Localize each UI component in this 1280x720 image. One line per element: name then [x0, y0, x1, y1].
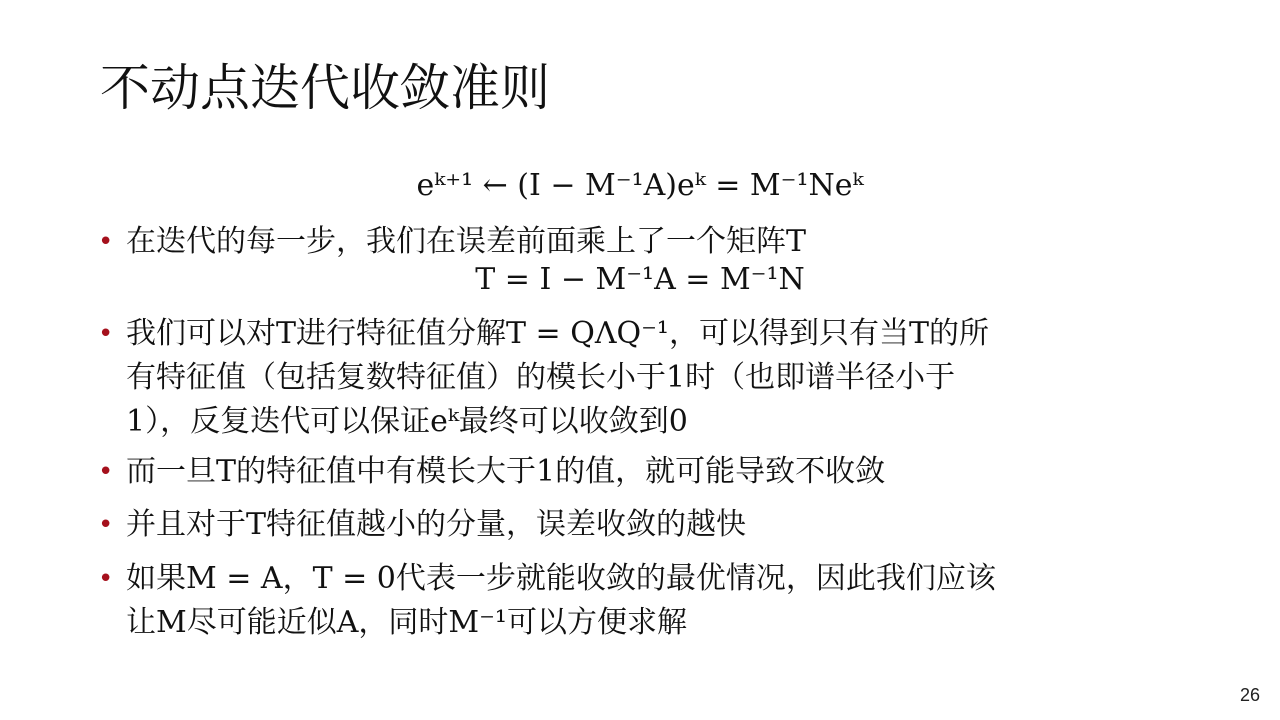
bullet-5: [98, 557, 996, 645]
bullet-2-line-2: 有特征值（包括复数特征值）的模长小于1时（也即谱半径小于: [126, 360, 956, 395]
bullet-dot-icon: •: [98, 319, 114, 349]
bullet-2-line-3: 1），反复迭代可以保证eᵏ最终可以收敛到0: [126, 404, 688, 439]
bullet-dot-icon: •: [98, 510, 114, 540]
bullet-dot-icon: •: [98, 227, 114, 257]
bullet-5-line-1: 如果M = A，T = 0代表一步就能收敛的最优情况，因此我们应该: [126, 561, 996, 596]
bullet-4: [98, 503, 746, 547]
bullet-3: [98, 450, 885, 494]
bullet-2: [98, 312, 989, 444]
error-propagation-equation: eᵏ⁺¹ ← (I − M⁻¹A)eᵏ = M⁻¹Neᵏ: [416, 168, 864, 203]
bullet-dot-icon: •: [98, 564, 114, 594]
bullet-1-line-1: 在迭代的每一步，我们在误差前面乘上了一个矩阵T: [126, 224, 807, 259]
slide-title: 不动点迭代收敛准则: [100, 59, 550, 117]
bullet-5-line-2: 让M尽可能近似A，同时M⁻¹可以方便求解: [126, 605, 687, 640]
bullet-4-line-1: 并且对于T特征值越小的分量，误差收敛的越快: [126, 507, 747, 542]
iteration-matrix-equation: T = I − M⁻¹A = M⁻¹N: [475, 262, 805, 297]
bullet-dot-icon: •: [98, 457, 114, 487]
bullet-2-line-1: 我们可以对T进行特征值分解T = QΛQ⁻¹，可以得到只有当T的所: [126, 316, 989, 351]
bullet-3-line-1: 而一旦T的特征值中有模长大于1的值，就可能导致不收敛: [126, 454, 886, 489]
page-number: 26: [1239, 685, 1260, 705]
bullet-1: [98, 220, 806, 264]
